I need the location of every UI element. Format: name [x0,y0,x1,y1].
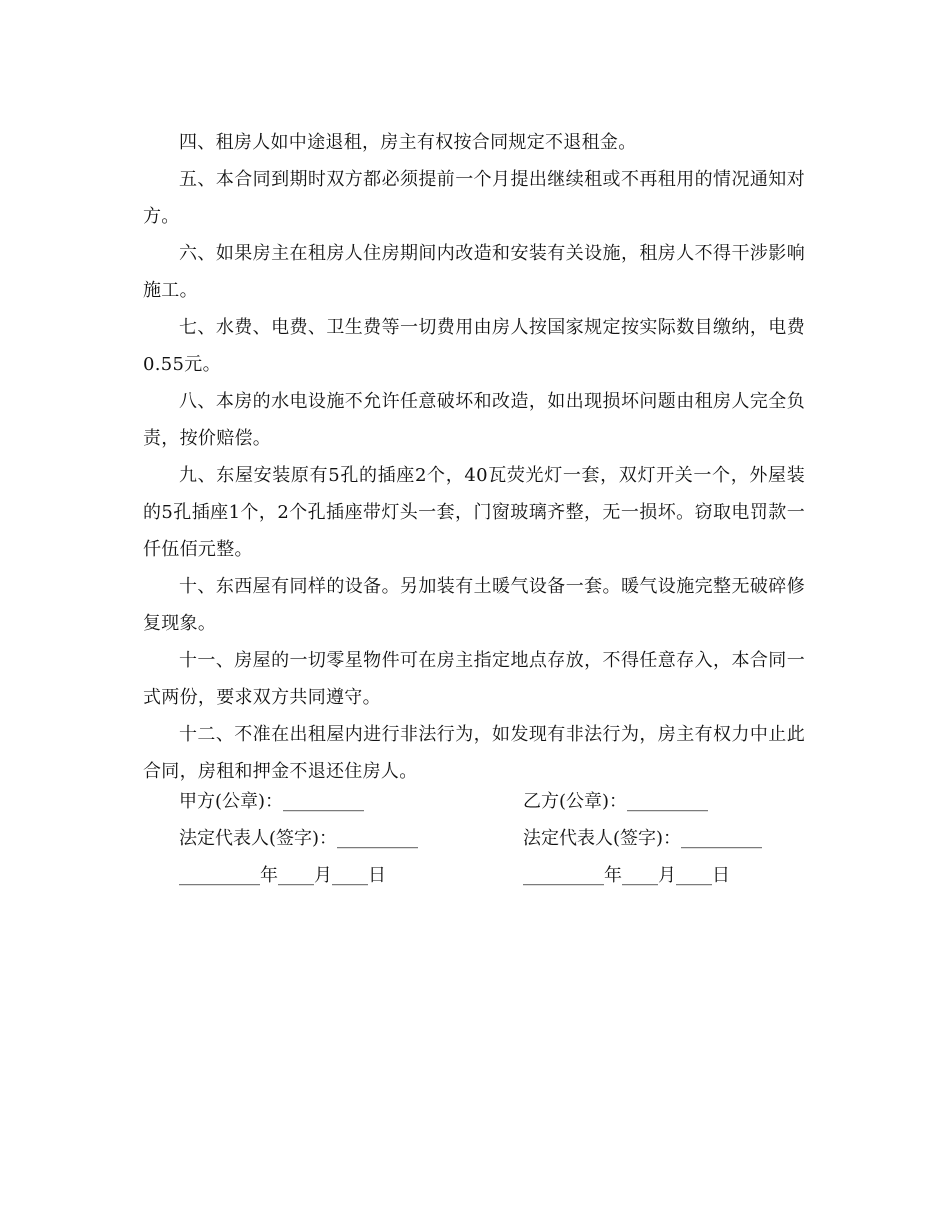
party-a-date-line: _________年____月____日 [179,865,386,886]
party-a-seal-line: 甲方(公章)：_________ [179,791,365,812]
clause-7: 七、水费、电费、卫生费等一切费用由房人按国家规定按实际数目缴纳，电费0.55元。 [143,317,805,375]
clause-10: 十、东西屋有同样的设备。另加装有土暖气设备一套。暖气设施完整无破碎修复现象。 [143,576,805,634]
contract-clauses [143,124,805,790]
party-b-seal-line: 乙方(公章)：_________ [523,791,709,812]
clause-5: 五、本合同到期时双方都必须提前一个月提出继续租或不再租用的情况通知对方。 [143,169,805,227]
party-b-representative-line: 法定代表人(签字)：_________ [523,828,763,849]
signature-block [179,783,799,893]
party-a-representative-line: 法定代表人(签字)：_________ [179,828,419,849]
clause-12: 十二、不准在出租屋内进行非法行为，如发现有非法行为，房主有权力中止此合同，房租和押金不退还住房人。 [143,724,805,782]
clause-9: 九、东屋安装原有5孔的插座2个，40瓦荧光灯一套，双灯开关一个，外屋装的5孔插座1个，2个孔插座带灯头一套，门窗玻璃齐整，无一损坏。窃取电罚款一仟伍佰元整。 [143,465,805,560]
clause-6: 六、如果房主在租房人住房期间内改造和安装有关设施，租房人不得干涉影响施工。 [143,243,805,301]
clause-11: 十一、房屋的一切零星物件可在房主指定地点存放，不得任意存入，本合同一式两份，要求双方共同遵守。 [143,650,805,708]
clause-4: 四、租房人如中途退租，房主有权按合同规定不退租金。 [179,132,637,153]
party-a-signature [179,783,479,894]
party-b-signature [523,783,823,894]
party-b-date-line: _________年____月____日 [523,865,730,886]
clause-8: 八、本房的水电设施不允许任意破坏和改造，如出现损坏问题由租房人完全负责，按价赔偿。 [143,391,805,449]
